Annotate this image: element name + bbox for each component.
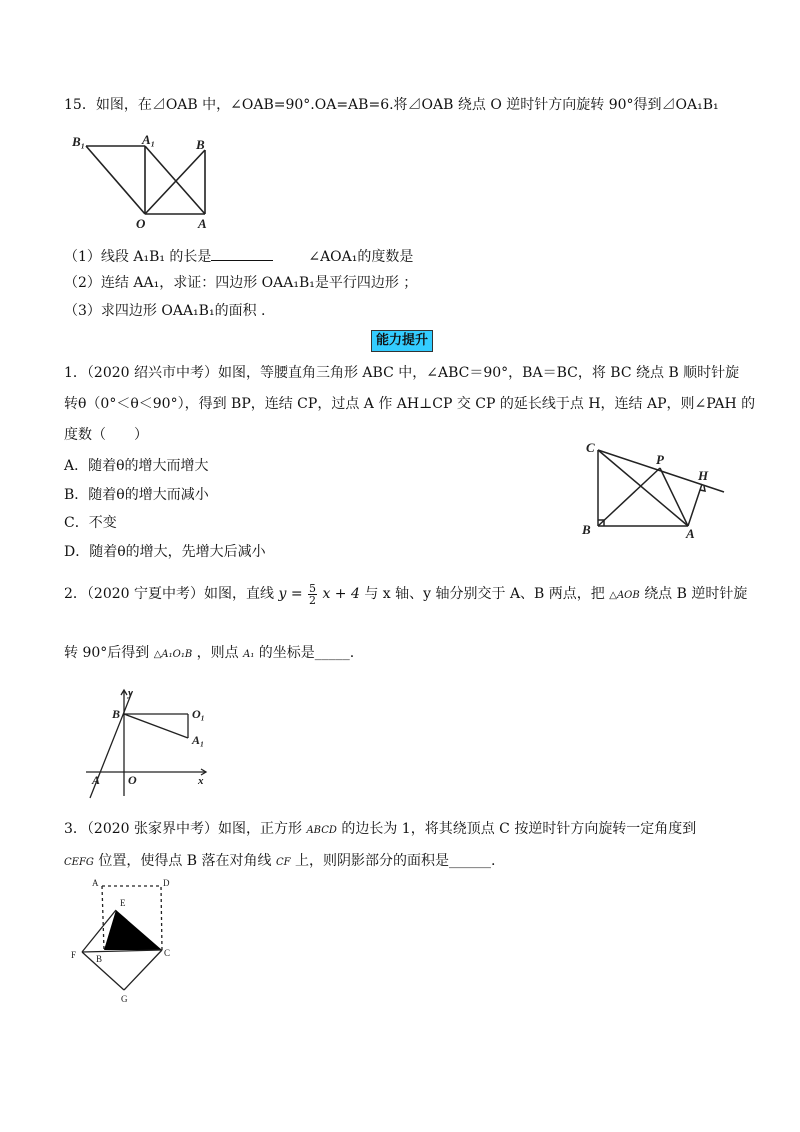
q15-sub2: （2）连结 AA₁，求证：四边形 OAA₁B₁是平行四边形 ； <box>64 275 418 291</box>
q3-line1-b: 的边长为 1，将其绕顶点 C 按逆时针方向旋转一定角度到 <box>341 821 697 837</box>
q1-option-d[interactable]: D．随着θ的增大，先增大后减小 <box>64 544 266 560</box>
q2-point: A₁ <box>243 649 255 660</box>
label-x: x <box>198 775 204 787</box>
q2-line2-a: 转 90°后得到 <box>64 645 150 661</box>
q15-sub1 <box>64 246 413 266</box>
q1-option-a[interactable]: A．随着θ的增大而增大 <box>64 458 209 474</box>
label-b: B <box>96 954 103 964</box>
label-a: A <box>92 773 101 787</box>
label-a: A <box>686 526 695 541</box>
q2-eq-lhs: y = <box>278 586 303 602</box>
q2-frac-den: 2 <box>309 593 316 607</box>
label-c: C <box>586 440 595 455</box>
label-a: A <box>92 878 99 888</box>
label-b: B <box>112 707 121 721</box>
q3-line2-b: 位置，使得点 B 落在对角线 <box>98 853 272 869</box>
label-o1: O₁ <box>192 707 205 721</box>
label-d: D <box>163 878 170 888</box>
q1-option-b[interactable]: B．随着θ的增大而减小 <box>64 487 209 503</box>
label-b: B <box>196 137 205 152</box>
q1-option-c[interactable]: C．不变 <box>64 515 117 531</box>
label-p: P <box>656 452 664 467</box>
figure-q1 <box>578 436 728 544</box>
q15-stem: 15．如图，在⊿OAB 中，∠OAB=90°.OA=AB=6.将⊿OAB 绕点 O 逆时针方向旋转 90°得到⊿OA₁B₁ <box>64 97 719 113</box>
q2-mid: 与 x 轴、y 轴分别交于 A、B 两点，把 <box>364 586 605 602</box>
q2-line2-b: ，则点 <box>196 645 239 661</box>
label-a: A <box>198 216 207 231</box>
q3-cf: CF <box>276 857 291 868</box>
q3-cefg: CEFG <box>64 857 94 868</box>
q1-line3: 度数（ ） <box>64 427 148 443</box>
q1-line2: 转θ（0°＜θ＜90°），得到 BP，连结 CP，过点 A 作 AH⊥CP 交 CP 的延长线于点 H，连结 AP，则∠PAH 的 <box>64 396 756 412</box>
q1-line1: 1．（2020 绍兴市中考）如图，等腰直角三角形 ABC 中，∠ABC＝90°，BA＝BC，将 BC 绕点 B 顺时针旋 <box>64 365 740 381</box>
q3-line1-a: 3．（2020 张家界中考）如图，正方形 <box>64 821 302 837</box>
q2-line2-c: 的坐标是_____. <box>258 645 355 661</box>
q2-pre: 2．（2020 宁夏中考）如图，直线 <box>64 586 274 602</box>
label-f: F <box>71 950 77 960</box>
answer-blank-1[interactable] <box>211 246 273 261</box>
label-b: B <box>582 522 591 537</box>
label-e: E <box>120 898 126 908</box>
label-g: G <box>121 994 128 1004</box>
label-y: y <box>128 687 133 699</box>
q2-post: 绕点 B 逆时针旋 <box>644 586 748 602</box>
q2-tri2: △A₁O₁B <box>153 649 193 660</box>
figure-q2 <box>84 686 214 802</box>
label-o: O <box>136 216 146 231</box>
section-badge: 能力提升 <box>371 330 433 352</box>
q15-sub3: （3）求四边形 OAA₁B₁的面积 . <box>64 303 266 319</box>
q3-line1 <box>64 820 696 840</box>
label-c: C <box>164 948 171 958</box>
figure-q3 <box>66 872 186 1008</box>
q2-line2 <box>64 644 354 664</box>
q15-sub1-a: （1）线段 A₁B₁ 的长是 <box>64 249 212 265</box>
label-o: O <box>128 773 137 787</box>
label-b1: B₁ <box>72 134 86 149</box>
q3-line2-c: 上，则阴影部分的面积是______. <box>295 853 496 869</box>
q2-eq-rhs: x + 4 <box>322 586 360 602</box>
label-h: H <box>698 468 709 483</box>
q2-line1 <box>64 582 747 608</box>
q2-tri: △AOB <box>609 590 640 601</box>
q2-fraction <box>308 583 317 606</box>
label-a1: A₁ <box>142 132 156 147</box>
q15-sub1-b: ∠AOA₁的度数是 <box>308 249 414 265</box>
q2-frac-num: 5 <box>309 581 316 595</box>
q3-line2 <box>64 852 496 872</box>
figure-q15 <box>72 132 222 232</box>
q3-square: ABCD <box>306 825 337 836</box>
label-a1: A₁ <box>192 733 205 747</box>
